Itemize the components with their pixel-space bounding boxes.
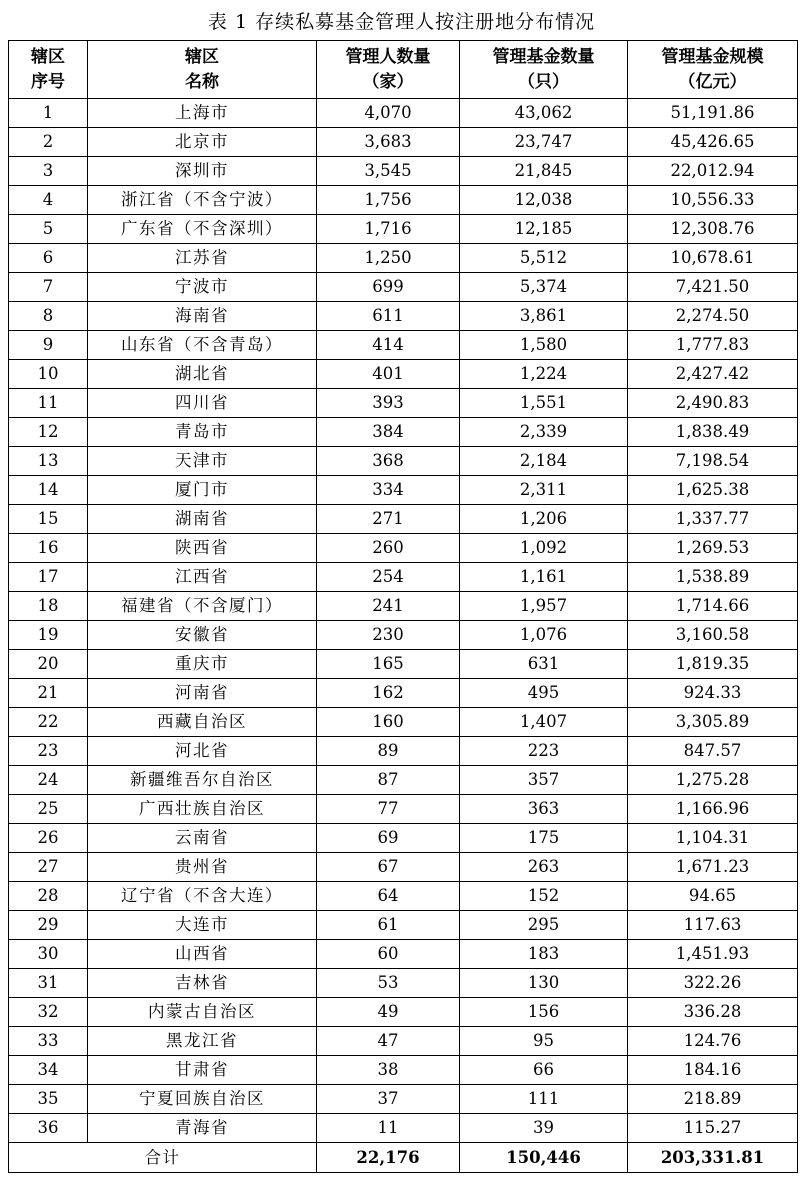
cell-seq: 21 [9,679,88,708]
cell-scale: 7,421.50 [628,273,798,302]
cell-funds: 95 [460,1027,628,1056]
table-row [9,882,798,911]
cell-scale: 2,427.42 [628,360,798,389]
cell-scale: 124.76 [628,1027,798,1056]
cell-managers: 67 [317,853,460,882]
cell-funds: 39 [460,1114,628,1143]
table-row [9,1085,798,1114]
cell-funds: 495 [460,679,628,708]
cell-funds: 631 [460,650,628,679]
cell-scale: 22,012.94 [628,157,798,186]
cell-region: 大连市 [88,911,317,940]
cell-seq: 5 [9,215,88,244]
header-region: 辖区 名称 [88,41,317,99]
cell-managers: 69 [317,824,460,853]
table-row [9,505,798,534]
cell-seq: 22 [9,708,88,737]
cell-managers: 53 [317,969,460,998]
cell-managers: 401 [317,360,460,389]
cell-scale: 2,274.50 [628,302,798,331]
cell-scale: 10,678.61 [628,244,798,273]
cell-seq: 17 [9,563,88,592]
cell-scale: 1,838.49 [628,418,798,447]
cell-region: 四川省 [88,389,317,418]
cell-funds: 156 [460,998,628,1027]
cell-managers: 37 [317,1085,460,1114]
cell-seq: 34 [9,1056,88,1085]
cell-seq: 9 [9,331,88,360]
total-label: 合计 [9,1143,317,1173]
cell-seq: 1 [9,99,88,128]
cell-managers: 230 [317,621,460,650]
cell-seq: 27 [9,853,88,882]
cell-seq: 15 [9,505,88,534]
cell-managers: 165 [317,650,460,679]
cell-seq: 12 [9,418,88,447]
cell-funds: 152 [460,882,628,911]
header-seq: 辖区 序号 [9,41,88,99]
cell-managers: 160 [317,708,460,737]
cell-funds: 111 [460,1085,628,1114]
cell-managers: 1,716 [317,215,460,244]
table-row [9,128,798,157]
cell-scale: 1,269.53 [628,534,798,563]
table-row [9,795,798,824]
cell-seq: 18 [9,592,88,621]
cell-scale: 117.63 [628,911,798,940]
cell-funds: 1,092 [460,534,628,563]
header-row [9,41,798,99]
cell-managers: 77 [317,795,460,824]
cell-managers: 611 [317,302,460,331]
header-funds: 管理基金数量 （只） [460,41,628,99]
cell-scale: 10,556.33 [628,186,798,215]
cell-seq: 36 [9,1114,88,1143]
table-row [9,737,798,766]
cell-scale: 1,275.28 [628,766,798,795]
cell-region: 湖南省 [88,505,317,534]
cell-managers: 4,070 [317,99,460,128]
cell-managers: 49 [317,998,460,1027]
cell-funds: 130 [460,969,628,998]
table-row [9,708,798,737]
cell-funds: 43,062 [460,99,628,128]
cell-managers: 393 [317,389,460,418]
cell-scale: 1,166.96 [628,795,798,824]
cell-scale: 1,819.35 [628,650,798,679]
table-row [9,476,798,505]
cell-region: 陕西省 [88,534,317,563]
cell-funds: 1,551 [460,389,628,418]
total-funds: 150,446 [460,1143,628,1173]
cell-seq: 14 [9,476,88,505]
table-row [9,1114,798,1143]
table-row [9,911,798,940]
header-scale: 管理基金规模 （亿元） [628,41,798,99]
cell-scale: 1,671.23 [628,853,798,882]
cell-region: 黑龙江省 [88,1027,317,1056]
cell-region: 辽宁省（不含大连） [88,882,317,911]
cell-region: 天津市 [88,447,317,476]
cell-scale: 1,777.83 [628,331,798,360]
cell-seq: 32 [9,998,88,1027]
cell-seq: 4 [9,186,88,215]
cell-region: 厦门市 [88,476,317,505]
cell-managers: 1,756 [317,186,460,215]
cell-funds: 2,184 [460,447,628,476]
cell-managers: 384 [317,418,460,447]
cell-region: 湖北省 [88,360,317,389]
cell-scale: 1,714.66 [628,592,798,621]
cell-seq: 26 [9,824,88,853]
cell-managers: 3,545 [317,157,460,186]
cell-region: 宁波市 [88,273,317,302]
cell-funds: 1,076 [460,621,628,650]
cell-region: 重庆市 [88,650,317,679]
cell-funds: 2,339 [460,418,628,447]
table-row [9,331,798,360]
cell-region: 青岛市 [88,418,317,447]
cell-seq: 3 [9,157,88,186]
cell-scale: 336.28 [628,998,798,1027]
table-row [9,650,798,679]
cell-region: 山西省 [88,940,317,969]
table-row [9,824,798,853]
cell-managers: 368 [317,447,460,476]
cell-funds: 363 [460,795,628,824]
cell-seq: 10 [9,360,88,389]
cell-scale: 1,538.89 [628,563,798,592]
cell-seq: 8 [9,302,88,331]
cell-managers: 699 [317,273,460,302]
cell-funds: 3,861 [460,302,628,331]
cell-region: 上海市 [88,99,317,128]
table-row [9,853,798,882]
table-row [9,592,798,621]
cell-scale: 847.57 [628,737,798,766]
cell-seq: 6 [9,244,88,273]
cell-seq: 2 [9,128,88,157]
table-row [9,244,798,273]
cell-funds: 66 [460,1056,628,1085]
cell-funds: 1,206 [460,505,628,534]
cell-scale: 2,490.83 [628,389,798,418]
cell-region: 江苏省 [88,244,317,273]
cell-region: 新疆维吾尔自治区 [88,766,317,795]
table-row [9,621,798,650]
cell-funds: 1,407 [460,708,628,737]
cell-region: 海南省 [88,302,317,331]
cell-seq: 13 [9,447,88,476]
table-row [9,157,798,186]
cell-seq: 19 [9,621,88,650]
cell-funds: 1,224 [460,360,628,389]
cell-managers: 260 [317,534,460,563]
cell-funds: 12,185 [460,215,628,244]
cell-seq: 33 [9,1027,88,1056]
cell-scale: 115.27 [628,1114,798,1143]
cell-funds: 223 [460,737,628,766]
cell-scale: 1,104.31 [628,824,798,853]
cell-region: 深圳市 [88,157,317,186]
cell-funds: 183 [460,940,628,969]
cell-seq: 25 [9,795,88,824]
cell-managers: 241 [317,592,460,621]
cell-funds: 21,845 [460,157,628,186]
cell-funds: 2,311 [460,476,628,505]
table-row [9,969,798,998]
cell-funds: 175 [460,824,628,853]
cell-funds: 1,957 [460,592,628,621]
table-title: 表 1 存续私募基金管理人按注册地分布情况 [207,11,596,33]
table-row [9,1056,798,1085]
cell-managers: 3,683 [317,128,460,157]
cell-managers: 1,250 [317,244,460,273]
table-row [9,1027,798,1056]
cell-managers: 64 [317,882,460,911]
cell-managers: 254 [317,563,460,592]
cell-region: 甘肃省 [88,1056,317,1085]
cell-managers: 271 [317,505,460,534]
total-scale: 203,331.81 [628,1143,798,1173]
cell-managers: 89 [317,737,460,766]
cell-scale: 3,305.89 [628,708,798,737]
table-row [9,360,798,389]
cell-seq: 11 [9,389,88,418]
cell-managers: 162 [317,679,460,708]
cell-seq: 20 [9,650,88,679]
table-row [9,273,798,302]
table-row [9,389,798,418]
cell-managers: 60 [317,940,460,969]
table-row [9,186,798,215]
table-row [9,215,798,244]
table-row [9,534,798,563]
cell-region: 内蒙古自治区 [88,998,317,1027]
cell-seq: 7 [9,273,88,302]
cell-scale: 924.33 [628,679,798,708]
region-distribution-table [8,40,798,1173]
cell-funds: 12,038 [460,186,628,215]
cell-scale: 1,625.38 [628,476,798,505]
table-row [9,563,798,592]
total-managers: 22,176 [317,1143,460,1173]
cell-funds: 295 [460,911,628,940]
cell-region: 河南省 [88,679,317,708]
cell-scale: 45,426.65 [628,128,798,157]
cell-managers: 414 [317,331,460,360]
table-row [9,766,798,795]
cell-scale: 94.65 [628,882,798,911]
cell-managers: 61 [317,911,460,940]
cell-seq: 35 [9,1085,88,1114]
table-row [9,998,798,1027]
table-row [9,99,798,128]
cell-region: 浙江省（不含宁波） [88,186,317,215]
table-row [9,302,798,331]
cell-seq: 31 [9,969,88,998]
cell-managers: 47 [317,1027,460,1056]
cell-region: 山东省（不含青岛） [88,331,317,360]
cell-seq: 29 [9,911,88,940]
cell-seq: 23 [9,737,88,766]
table-row [9,679,798,708]
cell-funds: 1,161 [460,563,628,592]
cell-managers: 38 [317,1056,460,1085]
total-row [9,1143,798,1173]
cell-funds: 263 [460,853,628,882]
table-row [9,940,798,969]
cell-region: 广西壮族自治区 [88,795,317,824]
cell-scale: 1,451.93 [628,940,798,969]
cell-managers: 87 [317,766,460,795]
cell-region: 云南省 [88,824,317,853]
cell-region: 河北省 [88,737,317,766]
cell-managers: 11 [317,1114,460,1143]
cell-region: 宁夏回族自治区 [88,1085,317,1114]
cell-scale: 3,160.58 [628,621,798,650]
cell-seq: 28 [9,882,88,911]
cell-region: 西藏自治区 [88,708,317,737]
cell-seq: 30 [9,940,88,969]
table-body [9,99,798,1143]
cell-scale: 7,198.54 [628,447,798,476]
cell-scale: 51,191.86 [628,99,798,128]
cell-region: 吉林省 [88,969,317,998]
cell-region: 北京市 [88,128,317,157]
cell-funds: 23,747 [460,128,628,157]
cell-region: 福建省（不含厦门） [88,592,317,621]
header-managers: 管理人数量 （家） [317,41,460,99]
cell-scale: 322.26 [628,969,798,998]
cell-scale: 218.89 [628,1085,798,1114]
cell-region: 安徽省 [88,621,317,650]
cell-managers: 334 [317,476,460,505]
cell-seq: 24 [9,766,88,795]
cell-scale: 184.16 [628,1056,798,1085]
cell-region: 广东省（不含深圳） [88,215,317,244]
cell-seq: 16 [9,534,88,563]
cell-region: 青海省 [88,1114,317,1143]
cell-scale: 1,337.77 [628,505,798,534]
table-row [9,418,798,447]
table-row [9,447,798,476]
cell-scale: 12,308.76 [628,215,798,244]
cell-region: 江西省 [88,563,317,592]
cell-region: 贵州省 [88,853,317,882]
cell-funds: 357 [460,766,628,795]
cell-funds: 1,580 [460,331,628,360]
cell-funds: 5,512 [460,244,628,273]
cell-funds: 5,374 [460,273,628,302]
